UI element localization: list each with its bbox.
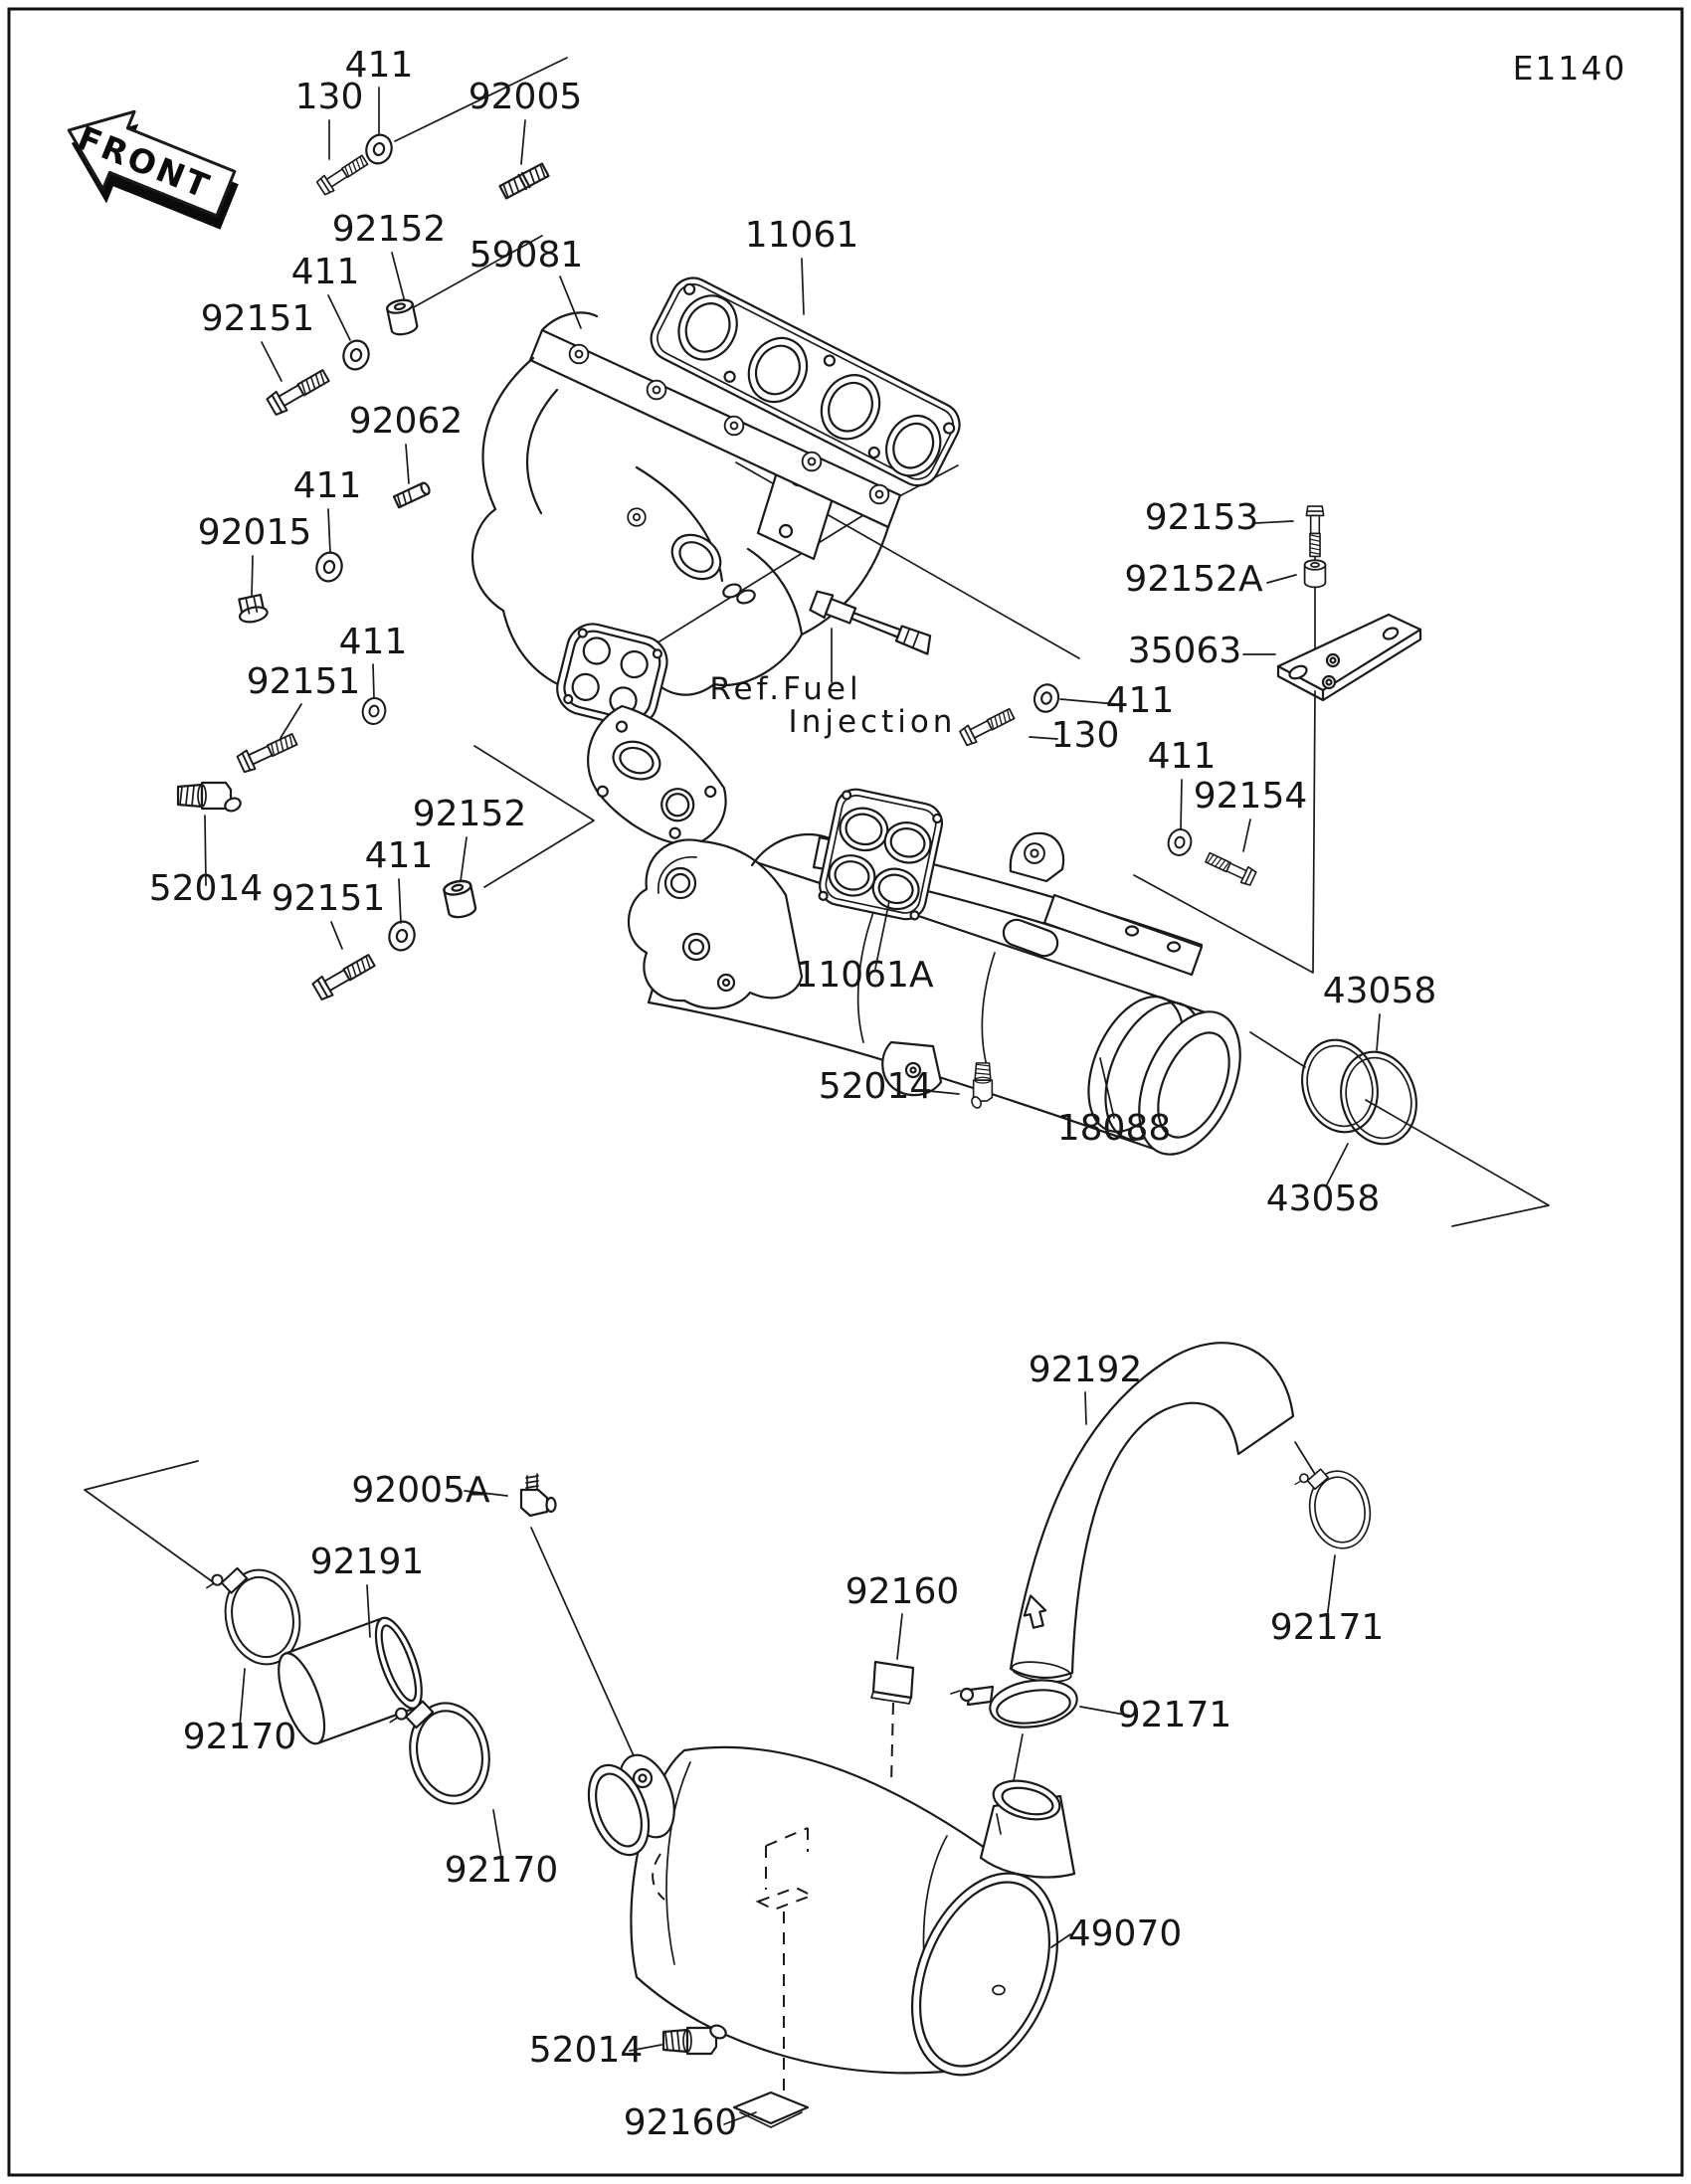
ref-note-line1: Ref.Fuel bbox=[709, 671, 862, 707]
callout-130-2: 130 bbox=[1050, 715, 1120, 756]
bracket-35063-drawing bbox=[1278, 615, 1420, 700]
callout-92151-3: 92151 bbox=[271, 878, 386, 919]
damper-92160-lower-drawing bbox=[734, 2093, 808, 2127]
callout-92191: 92191 bbox=[309, 1542, 425, 1582]
callout-52014-3: 52014 bbox=[528, 2030, 644, 2071]
tee-fitting-92005a-drawing bbox=[521, 1474, 556, 1516]
callout-43058-1: 43058 bbox=[1322, 971, 1437, 1011]
callout-130-1: 130 bbox=[294, 77, 364, 117]
callout-92171-2: 92171 bbox=[1117, 1695, 1232, 1735]
callout-92171-1: 92171 bbox=[1269, 1607, 1385, 1648]
gasket-11061a-drawing bbox=[816, 786, 945, 923]
collar-92152a-drawing bbox=[1305, 560, 1326, 587]
callout-49070: 49070 bbox=[1067, 1913, 1183, 1954]
fitting-52014-muffler-drawing bbox=[663, 2023, 728, 2054]
callout-92015: 92015 bbox=[197, 512, 312, 553]
clamp-92171-hose-drawing bbox=[1293, 1462, 1376, 1554]
callout-411-3: 411 bbox=[292, 465, 362, 506]
callout-92151-2: 92151 bbox=[246, 661, 361, 702]
callout-52014-2: 52014 bbox=[818, 1066, 933, 1107]
callout-411-5: 411 bbox=[364, 835, 434, 876]
callout-411-6: 411 bbox=[1105, 680, 1175, 721]
bolt-92153-drawing bbox=[1306, 506, 1323, 556]
o-rings-43058-drawing bbox=[1291, 1031, 1426, 1154]
muffler-49070-drawing bbox=[578, 1703, 1085, 2096]
callout-92062: 92062 bbox=[348, 401, 464, 442]
hose-92192-drawing bbox=[1011, 1343, 1293, 1685]
callout-92160-2: 92160 bbox=[623, 2102, 738, 2143]
callout-52014-1: 52014 bbox=[148, 868, 264, 909]
front-arrow-label: FRONT bbox=[72, 117, 217, 207]
callout-43058-2: 43058 bbox=[1265, 1179, 1381, 1219]
front-direction-arrow bbox=[49, 91, 249, 246]
callout-59081: 59081 bbox=[469, 235, 584, 275]
callout-92170-1: 92170 bbox=[182, 1717, 297, 1757]
callout-11061: 11061 bbox=[744, 215, 859, 256]
fuel-injection-sensor-drawing bbox=[810, 590, 935, 657]
callout-11061a: 11061A bbox=[795, 955, 934, 996]
callout-92192: 92192 bbox=[1028, 1350, 1143, 1390]
callout-411-4: 411 bbox=[338, 622, 408, 662]
callout-411-2: 411 bbox=[290, 252, 360, 292]
callout-411-7: 411 bbox=[1147, 736, 1217, 777]
callout-92154: 92154 bbox=[1193, 776, 1308, 817]
callout-92153: 92153 bbox=[1144, 497, 1259, 538]
callout-18088: 18088 bbox=[1056, 1108, 1172, 1149]
callout-92160-1: 92160 bbox=[845, 1571, 960, 1612]
callout-92005: 92005 bbox=[468, 77, 583, 117]
callout-92005a: 92005A bbox=[351, 1470, 490, 1511]
callout-92152-1: 92152 bbox=[331, 209, 447, 250]
callout-92151-1: 92151 bbox=[200, 298, 315, 339]
callout-35063: 35063 bbox=[1127, 631, 1242, 671]
clamp-92170-right-drawing bbox=[387, 1690, 498, 1813]
callout-92170-2: 92170 bbox=[444, 1850, 559, 1891]
callout-411-1: 411 bbox=[344, 45, 414, 86]
doc-code: E1140 bbox=[1512, 49, 1627, 88]
ref-note-line2: Injection bbox=[788, 704, 957, 740]
damper-92160-upper-drawing bbox=[871, 1662, 913, 1704]
callout-92152-2: 92152 bbox=[412, 794, 527, 834]
callout-92152a: 92152A bbox=[1124, 559, 1263, 600]
clamp-92171-outlet-drawing bbox=[951, 1675, 1080, 1732]
